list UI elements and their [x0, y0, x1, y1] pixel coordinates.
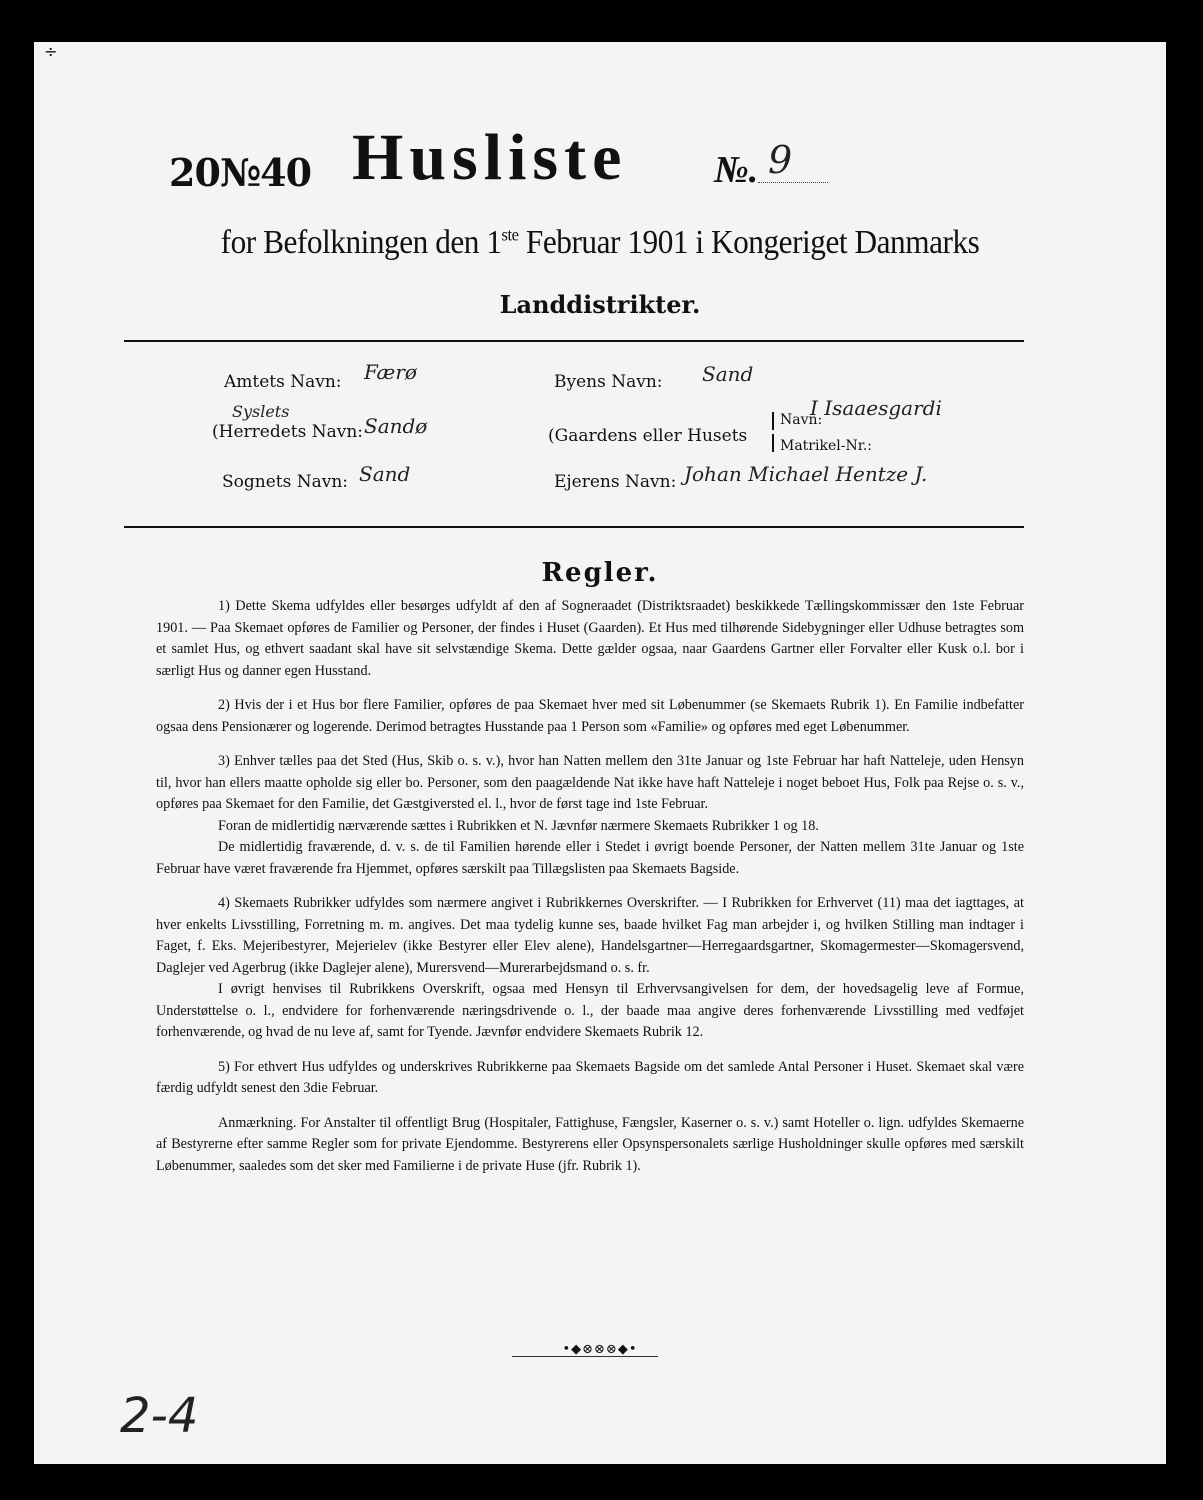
- herred-label: (Herredets Navn:: [212, 422, 364, 442]
- ejer-label: Ejerens Navn:: [554, 472, 677, 492]
- form-title: Husliste: [352, 121, 628, 194]
- ejer-value: Johan Michael Hentze J.: [684, 462, 928, 486]
- bracket-bar-top: [772, 412, 774, 430]
- navn-label: Navn:: [780, 412, 823, 428]
- by-label: Byens Navn:: [554, 372, 663, 392]
- number-underline: [758, 182, 828, 183]
- rule-paragraph: 4) Skemaets Rubrikker udfyldes som nærmere angivet i Rubrikkernes Overskrifter. — I Rubrikken for Erhvervet (11) maa det iagttages, at hver enkelts Livsstilling, Forretning m. m. angives. Det maa tydelig kunne ses, baade hvilket Fag man arbejder i, og hvilken Stilling man indtager i Faget, f. Eks. Mejeribestyrer, Mejerielev (ikke Bestyrer eller Elev alene), Handelsgartner—Herregaardsgartner, Skomagermester—Skomagersvend, Daglejer ved Agerbrug (ikke Daglejer alene), Murersvend—Murerarbejdsmand o. s. fr.: [156, 895, 1024, 976]
- form-subtitle: for Befolkningen den 1ste Februar 1901 i Kongeriget Danmarks: [220, 224, 980, 261]
- rules-text: [156, 596, 1024, 1190]
- matrikel-label: Matrikel-Nr.:: [780, 438, 873, 454]
- census-form-page: [34, 42, 1166, 1464]
- bracket-bar-bottom: [772, 434, 774, 452]
- ornament: •◆⊗⊗⊗◆•: [562, 1342, 638, 1357]
- rule-paragraph: Anmærkning. For Anstalter til offentligt Brug (Hospitaler, Fattighuse, Fængsler, Kaserner o. s. v.) samt Hoteller o. lign. udfyldes Skemaerne af Bestyrerne efter samme Regler som for private Ejendomme. Bestyrerens eller Opsynspersonalets særlige Husholdninger skulle opføres med særskilt Løbenummer, saaledes som det sker med Familierne i de private Huse (jfr. Rubrik 1).: [156, 1114, 1024, 1174]
- rule-paragraph: Foran de midlertidig nærværende sættes i Rubrikken et N. Jævnfør nærmere Skemaets Rubrikker 1 og 18.: [218, 817, 819, 834]
- sogn-value: Sand: [359, 462, 411, 486]
- gaard-label: (Gaardens eller Husets: [548, 426, 748, 446]
- bottom-divider: [124, 526, 1024, 528]
- top-divider: [124, 340, 1024, 342]
- rule-paragraph: 5) For ethvert Hus udfyldes og underskrives Rubrikkerne paa Skemaets Bagside om det samlede Antal Personer i Huset. Skemaet skal være færdig udfyldt senest den 3die Februar.: [156, 1058, 1024, 1096]
- form-number: 20№40: [169, 150, 312, 195]
- herred-correction: Syslets: [232, 402, 290, 421]
- page-note-handwritten: 2-4: [120, 1388, 199, 1444]
- number-label: №.: [714, 149, 759, 191]
- rule-paragraph: 3) Enhver tælles paa det Sted (Hus, Skib o. s. v.), hvor han Natten mellem den 31te Januar og 1ste Februar har haft Natteleje, uden Hensyn til, hvor han ellers maatte opholde sig eller bo. Personer, som den paagældende Nat ikke have haft Natteleje i noget beboet Hus, Folk paa Rejse o. s. v., opføres paa Skemaet for den Familie, det Gæstgiversted el. l., hvor de først tage ind 1ste Februar.: [156, 753, 1024, 812]
- navn-value: I Isaaesgardi: [810, 396, 942, 420]
- amt-label: Amtets Navn:: [224, 372, 342, 392]
- district-type: Landdistrikter.: [499, 290, 701, 319]
- rule-paragraph: De midlertidig fraværende, d. v. s. de til Familien hørende eller i Stedet i øvrigt boende Personer, der Natten mellem 31te Januar og 1ste Februar have været fraværende fra Hjemmet, opføres særskilt paa Tillægslisten paa Skemaets Bagside.: [156, 839, 1024, 877]
- amt-value: Færø: [364, 360, 417, 384]
- by-value: Sand: [702, 362, 754, 386]
- rule-paragraph: I øvrigt henvises til Rubrikkens Overskrift, ogsaa med Hensyn til Erhvervsangivelsen for dem, der hovedsagelig leve af Formue, Understøttelse o. l., endvidere for forhenværende næringsdrivende o. l., der baade maa angive deres forhenværende Livsstilling med vedføjet forhenværende, og hvad de nu leve af, samt for Tyende. Jævnfør endvidere Skemaets Rubrik 12.: [156, 981, 1024, 1040]
- rules-heading: Regler.: [541, 558, 659, 588]
- list-number-handwritten: 9: [768, 138, 793, 182]
- corner-mark: ÷: [44, 42, 58, 61]
- rule-paragraph: 1) Dette Skema udfyldes eller besørges udfyldt af den af Sogneraadet (Distriktsraadet) beskikkede Tællingskommissær den 1ste Februar 1901. — Paa Skemaet opføres de Familier og Personer, der findes i Huset (Gaarden). Et Hus med tilhørende Sidebygninger eller Udhuse betragtes som et samlet Hus, og ethvert saadant skal have sit selvstændige Skema. Dette gælder ogsaa, naar Gaardens Gartner eller Forvalter eller Kusk o.l. bor i særligt Hus og danner egen Husstand.: [156, 598, 1024, 679]
- sogn-label: Sognets Navn:: [222, 472, 349, 492]
- rule-paragraph: 2) Hvis der i et Hus bor flere Familier, opføres de paa Skemaet hver med sit Løbenummer (se Skemaets Rubrik 1). En Familie indbefatter ogsaa dens Pensionærer og logerende. Derimod betragtes Husstande paa 1 Person som «Familie» og opføres med eget Løbenummer.: [156, 697, 1024, 735]
- herred-value: Sandø: [364, 414, 428, 438]
